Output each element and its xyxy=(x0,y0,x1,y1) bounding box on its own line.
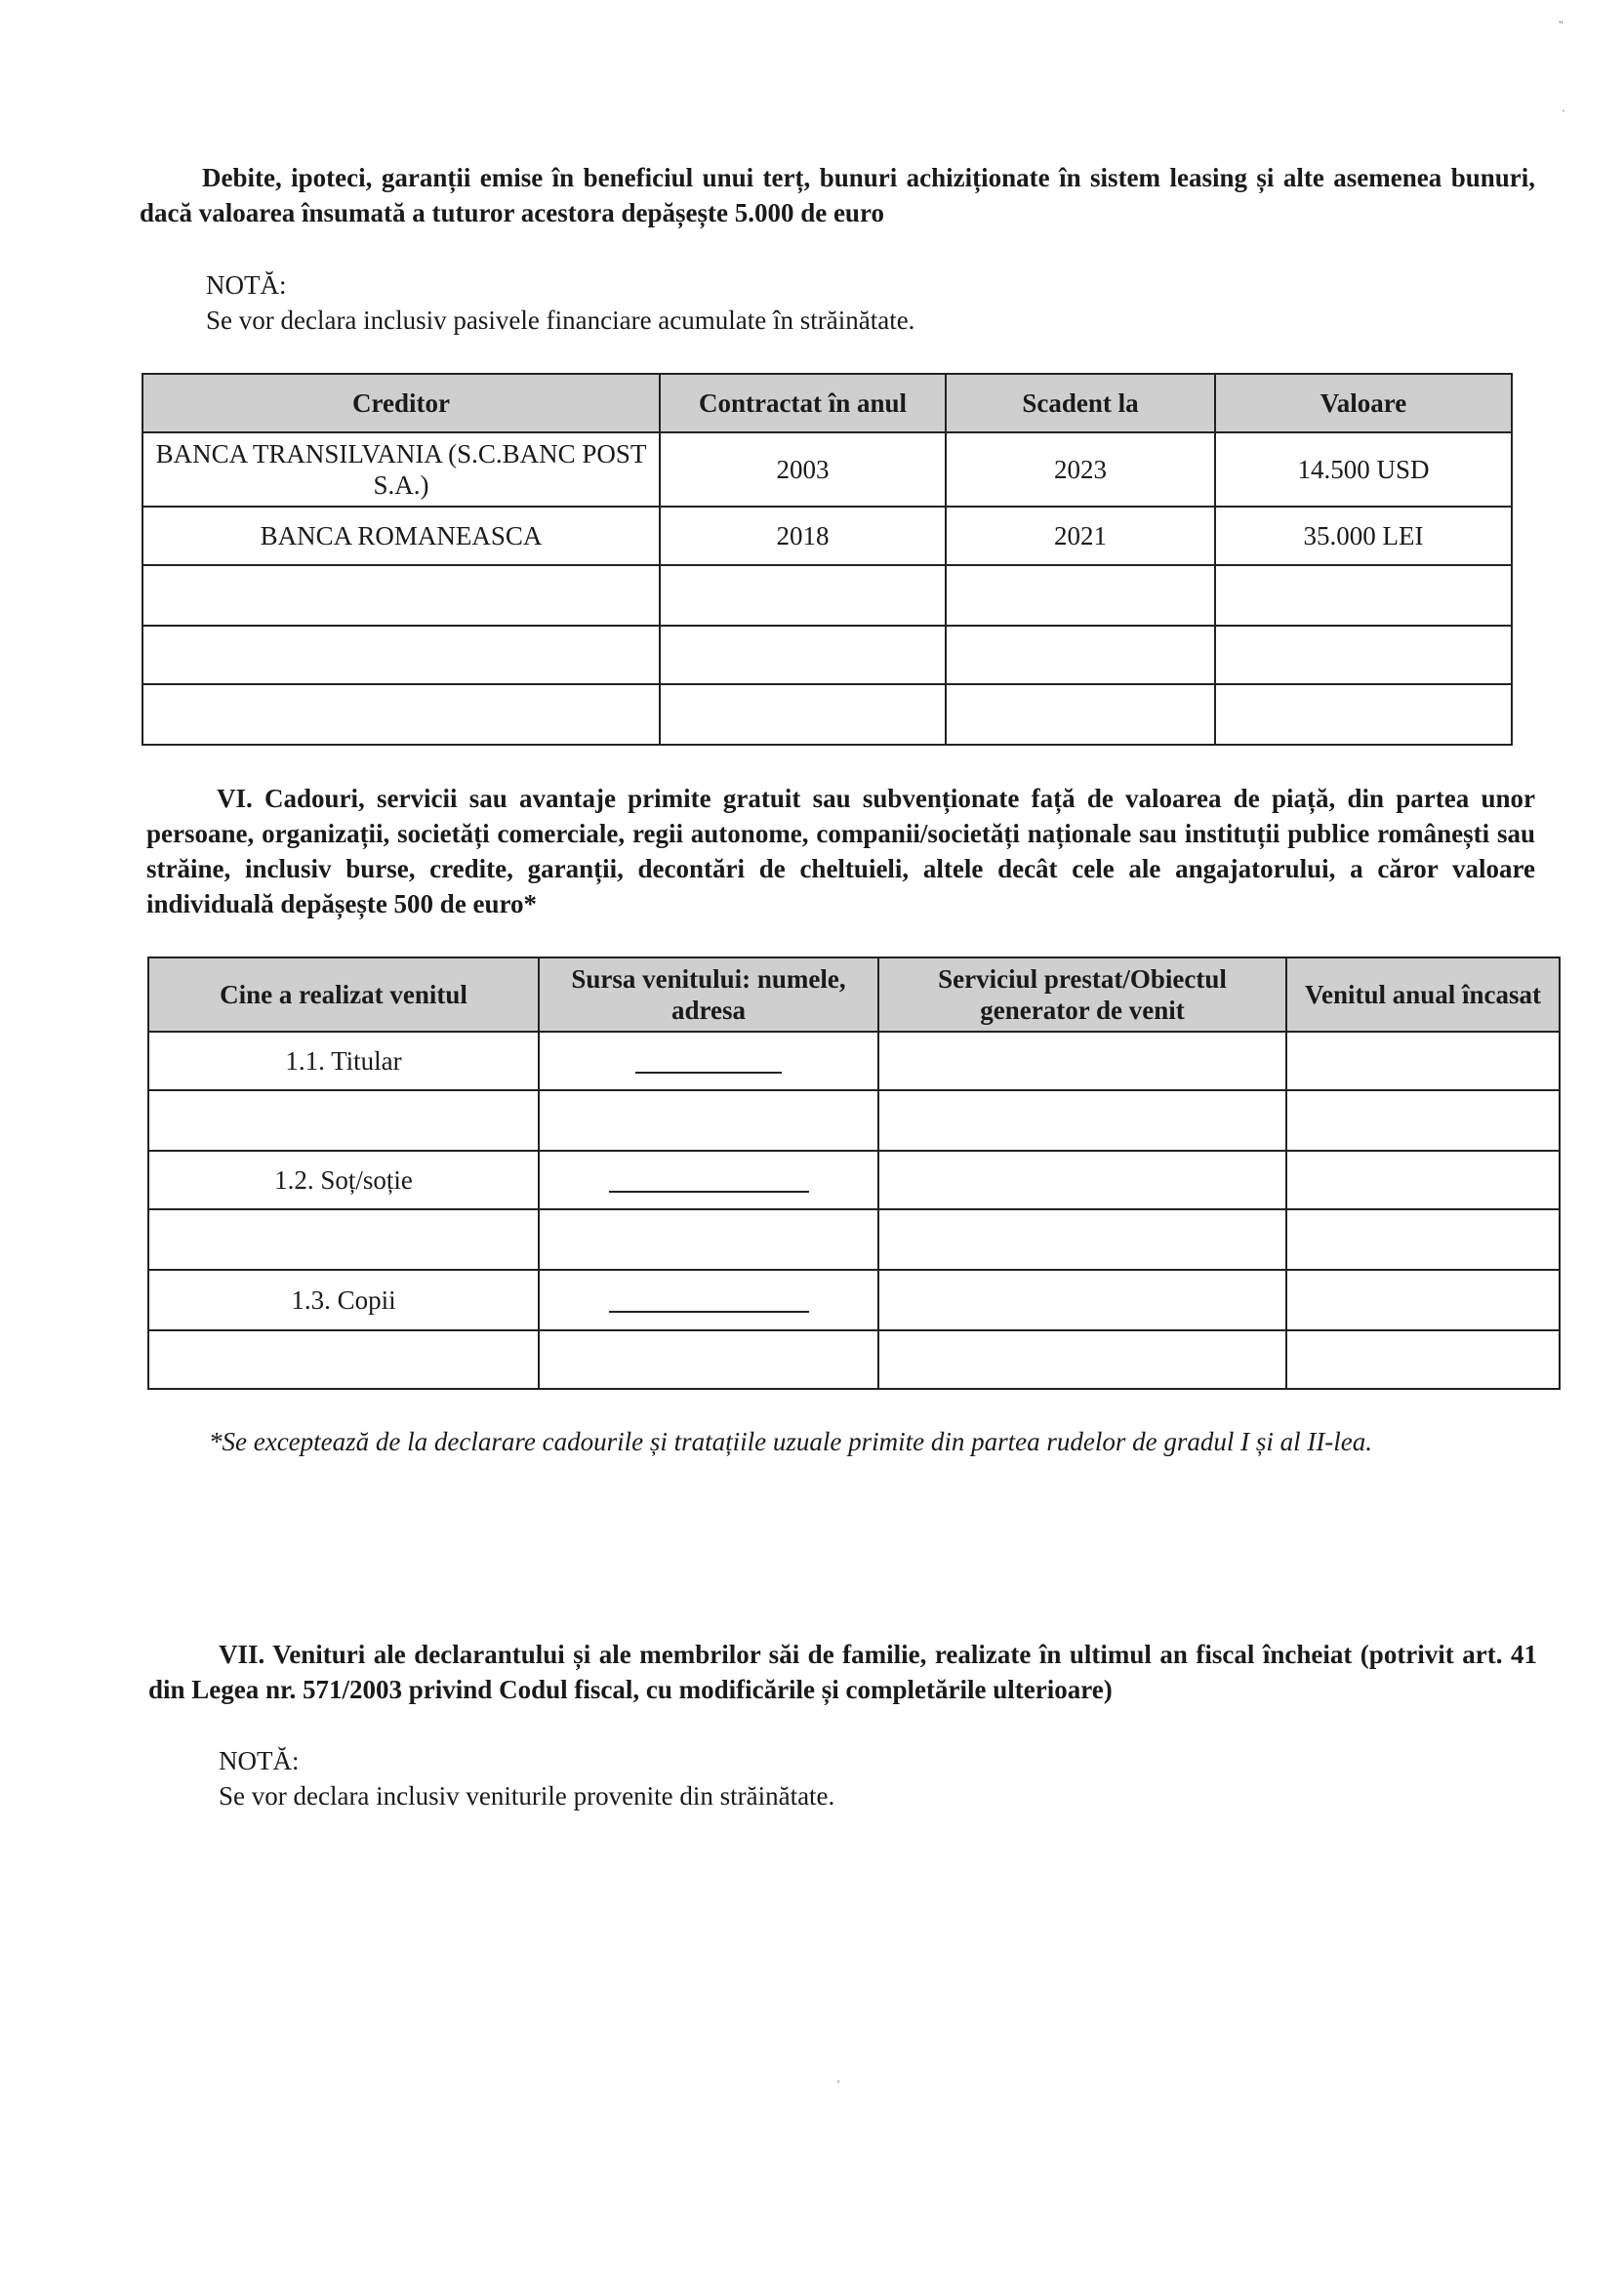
cell-value: 35.000 LEI xyxy=(1215,507,1512,565)
table-row-empty xyxy=(142,565,1512,626)
cell-due: 2021 xyxy=(946,507,1215,565)
gifts-footnote: *Se exceptează de la declarare cadourile și tratațiile uzuale primite din partea rudelor de gradul I și al II-lea. xyxy=(209,1427,1373,1456)
scan-mark-top: " xyxy=(1559,18,1563,31)
income-heading: VII. Venituri ale declarantului și ale membrilor săi de familie, realizate în ultimul an fiscal încheiat (potrivit art. 41 din Legea nr. 571/2003 privind Codul fiscal, cu modificările și completările ulterioare) xyxy=(148,1640,1537,1704)
col-service-provided: Serviciul prestat/Obiectul generator de venit xyxy=(878,957,1286,1032)
table-row-empty xyxy=(142,684,1512,745)
table-row xyxy=(148,1270,1560,1330)
col-annual-income: Venitul anual încasat xyxy=(1286,957,1560,1032)
debts-heading: Debite, ipoteci, garanții emise în beneficiul unui terț, bunuri achiziționate în sistem leasing și alte asemenea bunuri, dacă valoarea însumată a tuturor acestora depășește 5.000 de euro xyxy=(140,163,1535,227)
gifts-heading: VI. Cadouri, servicii sau avantaje primite gratuit sau subvenționate față de valoarea de piață, din partea unor persoane, organizații, societăți comerciale, regii autonome, companii/societăți naționale sau instituții publice românești sau străine, inclusiv burse, credite, garanții, decontări de cheltuieli, altele decât cele ale angajatorului, a căror valoare individuală depășește 500 de euro* xyxy=(146,784,1535,918)
blank-underline xyxy=(609,1293,809,1313)
cell-year: 2003 xyxy=(660,432,946,507)
table-row-empty xyxy=(148,1330,1560,1389)
debts-note-label: NOTĂ: xyxy=(206,270,287,300)
table-row-empty xyxy=(148,1209,1560,1270)
cell-children: 1.3. Copii xyxy=(148,1270,539,1330)
scan-mark-bottom: ' xyxy=(837,2077,840,2091)
cell-creditor: BANCA ROMANEASCA xyxy=(142,507,660,565)
table-row xyxy=(148,1032,1560,1090)
blank-line xyxy=(539,1270,878,1330)
cell-spouse: 1.2. Soț/soție xyxy=(148,1151,539,1209)
table-row-empty xyxy=(148,1090,1560,1151)
debts-note-text: Se vor declara inclusiv pasivele financiare acumulate în străinătate. xyxy=(206,305,915,335)
scan-mark-mid: ` xyxy=(1562,107,1565,121)
cell-creditor: BANCA TRANSILVANIA (S.C.BANC POST S.A.) xyxy=(142,432,660,507)
blank-underline xyxy=(635,1054,782,1074)
table-row-empty xyxy=(142,626,1512,684)
blank-underline xyxy=(609,1173,809,1193)
col-creditor: Creditor xyxy=(142,374,660,432)
col-due-date: Scadent la xyxy=(946,374,1215,432)
income-note-label: NOTĂ: xyxy=(219,1746,300,1775)
cell-holder: 1.1. Titular xyxy=(148,1032,539,1090)
cell-due: 2023 xyxy=(946,432,1215,507)
debts-table xyxy=(142,373,1513,746)
gifts-table xyxy=(147,957,1561,1390)
cell-year: 2018 xyxy=(660,507,946,565)
col-contracted-year: Contractat în anul xyxy=(660,374,946,432)
col-value: Valoare xyxy=(1215,374,1512,432)
blank-line xyxy=(539,1151,878,1209)
col-income-source: Sursa venitului: numele, adresa xyxy=(539,957,878,1032)
col-who-earned: Cine a realizat venitul xyxy=(148,957,539,1032)
blank-line xyxy=(539,1032,878,1090)
cell-value: 14.500 USD xyxy=(1215,432,1512,507)
table-row xyxy=(142,507,1512,565)
table-row xyxy=(148,1151,1560,1209)
income-note-text: Se vor declara inclusiv veniturile provenite din străinătate. xyxy=(219,1781,835,1811)
table-row xyxy=(142,432,1512,507)
